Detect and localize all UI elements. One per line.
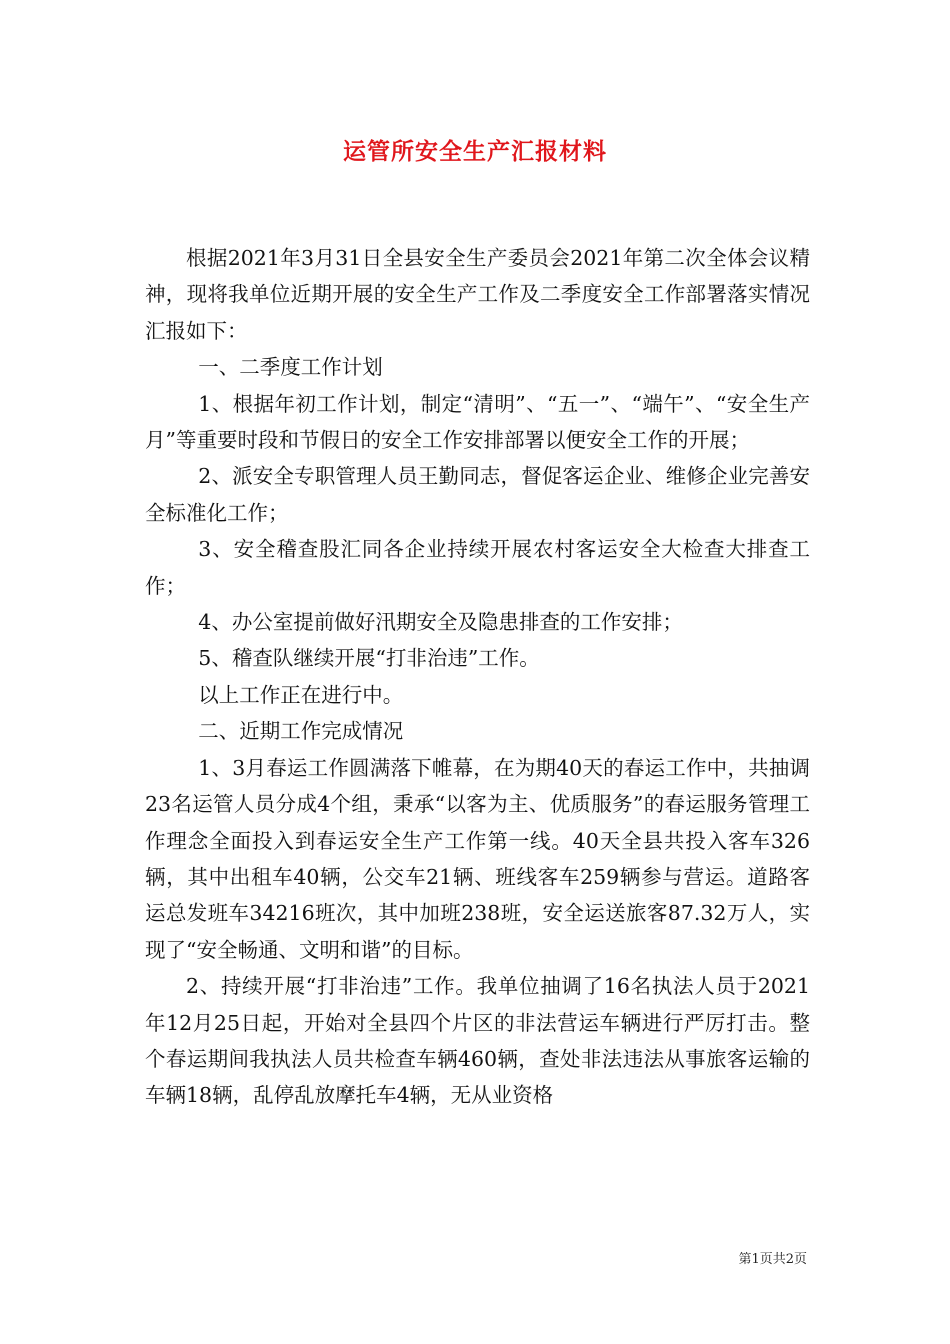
section-heading-1: 一、二季度工作计划: [198, 355, 383, 380]
paragraph-intro: 根据2021年3月31日全县安全生产委员会2021年第二次全体会议精神，现将我单位近期开展的安全生产工作及二季度安全工作部署落实情况汇报如下：: [145, 246, 810, 343]
result-item-1: 1、3月春运工作圆满落下帷幕，在为期40天的春运工作中，共抽调23名运管人员分成4个组，秉承“以客为主、优质服务”的春运服务管理工作理念全面投入到春运安全生产工作第一线。40天全县共投入客车326辆，其中出租车40辆，公交车21辆、班线客车259辆参与营运。道路客运总发班车34216班次，其中加班238班，安全运送旅客87.32万人，实现了“安全畅通、文明和谐”的目标。: [145, 755, 810, 962]
progress-note: 以上工作正在进行中。: [198, 682, 404, 707]
page-number: 第1页共2页: [738, 1252, 807, 1267]
plan-item-1: 1、根据年初工作计划，制定“清明”、“五一”、“端午”、“安全生产月”等重要时段和节假日的安全工作安排部署以便安全工作的开展；: [145, 391, 810, 453]
plan-item-3: 3、安全稽查股汇同各企业持续开展农村客运安全大检查大排查工作；: [145, 537, 810, 598]
document-title: 运管所安全生产汇报材料: [343, 138, 607, 165]
result-item-2: 2、持续开展“打非治违”工作。我单位抽调了16名执法人员于2021年12月25日起，开始对全县四个片区的非法营运车辆进行严厉打击。整个春运期间我执法人员共检查车辆460辆，查处非法违法从事旅客运输的车辆18辆，乱停乱放摩托车4辆，无从业资格: [145, 974, 810, 1108]
plan-item-2: 2、派安全专职管理人员王勤同志，督促客运企业、维修企业完善安全标准化工作；: [145, 464, 810, 525]
document-body: [145, 240, 810, 1114]
plan-item-5: 5、稽查队继续开展“打非治违”工作。: [198, 646, 540, 671]
plan-item-4: 4、办公室提前做好汛期安全及隐患排查的工作安排；: [198, 610, 683, 635]
section-heading-2: 二、近期工作完成情况: [198, 719, 404, 744]
